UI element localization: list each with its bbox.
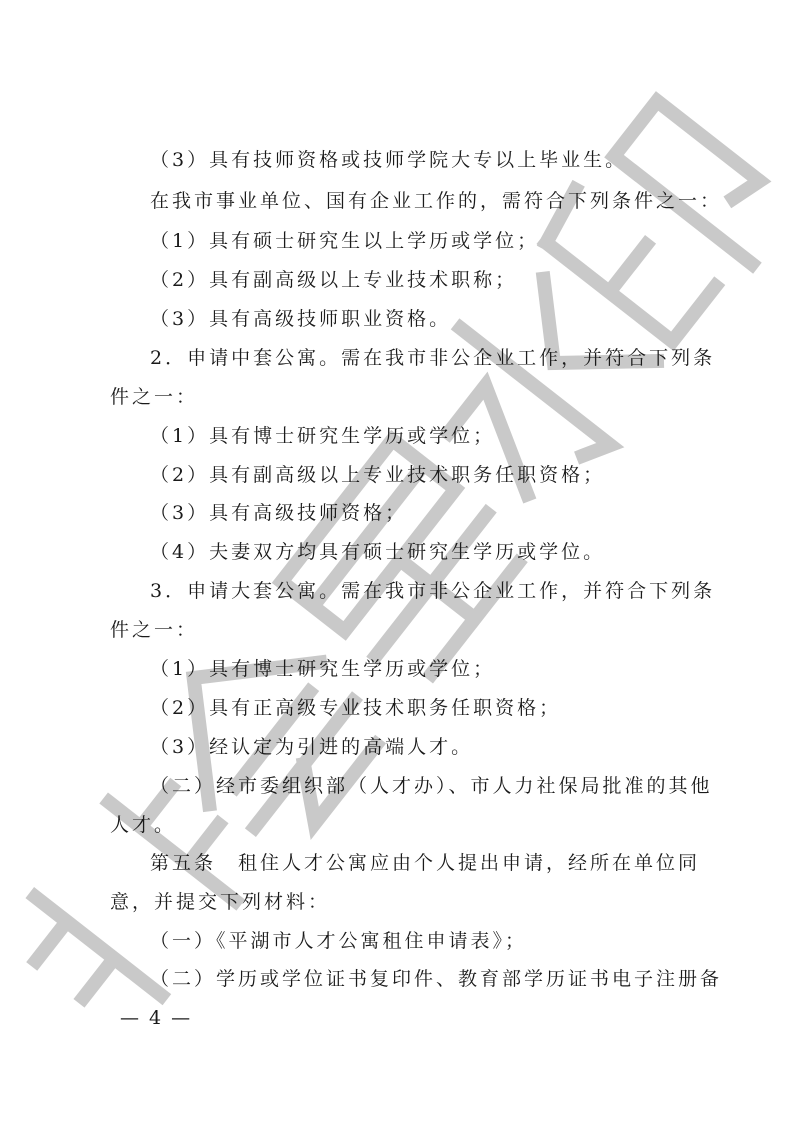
text-line-18: 人才。 <box>110 814 177 836</box>
text-line-8: （1）具有博士研究生学历或学位； <box>150 425 496 447</box>
text-line-21: （一）《平湖市人才公寓租住申请表》； <box>150 930 528 952</box>
text-line-3: （1）具有硕士研究生以上学历或学位； <box>150 230 540 252</box>
text-line-4: （2）具有副高级以上专业技术职称； <box>150 269 518 291</box>
text-line-12: 3．申请大套公寓。需在我市非公企业工作，并符合下列条 <box>150 580 716 602</box>
text-line-17: （二）经市委组织部（人才办）、市人力社保局批准的其他 <box>150 775 713 797</box>
text-line-2: 在我市事业单位、国有企业工作的，需符合下列条件之一： <box>150 190 723 212</box>
text-line-1: （3）具有技师资格或技师学院大专以上毕业生。 <box>150 149 628 171</box>
text-line-10: （3）具有高级技师资格； <box>150 502 408 524</box>
text-line-11: （4）夫妻双方均具有硕士研究生学历或学位。 <box>150 541 606 563</box>
text-line-14: （1）具有博士研究生学历或学位； <box>150 658 496 680</box>
text-line-7: 件之一： <box>110 386 199 408</box>
text-line-20: 意，并提交下列材料： <box>110 891 331 913</box>
text-line-22: （二）学历或学位证书复印件、教育部学历证书电子注册备 <box>150 968 723 990</box>
text-line-15: （2）具有正高级专业技术职务任职资格； <box>150 697 562 719</box>
page-number: — 4 — <box>120 1007 193 1029</box>
text-line-19: 第五条 租住人才公寓应由个人提出申请，经所在单位同 <box>150 852 701 874</box>
text-line-9: （2）具有副高级以上专业技术职务任职资格； <box>150 464 606 486</box>
text-line-6: 2．申请中套公寓。需在我市非公企业工作，并符合下列条 <box>150 347 716 369</box>
text-line-13: 件之一： <box>110 619 199 641</box>
text-line-5: （3）具有高级技师职业资格。 <box>150 308 452 330</box>
text-line-16: （3）经认定为引进的高端人才。 <box>150 736 474 758</box>
